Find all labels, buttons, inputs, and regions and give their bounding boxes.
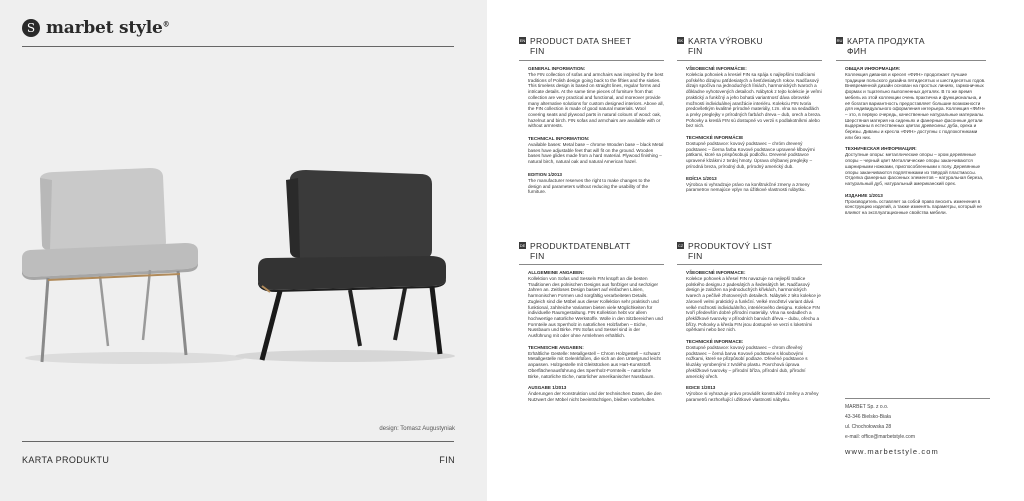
section-ru xyxy=(836,36,986,216)
section-subtitle: ФИН xyxy=(847,46,867,56)
divider xyxy=(22,46,454,47)
block-text: Erhältliche Gestelle: Metallgestell – Chrom Holzgestell – schwarz Metallgestelle mit Gelenkfüßen, die sich an den Untergrund leicht anpassen. Holzgestelle mit Gleitstücken aus Hart-Kunststoff. Oberflächenausführung des Sperrholz-Formteils – natürliche Birke, natürliche Eiche, natürlicher amerikanischer Nussbaum. xyxy=(528,350,661,379)
registered-mark: ® xyxy=(162,19,170,29)
divider xyxy=(519,60,664,61)
section-title: PRODUKTOVÝ LIST xyxy=(688,241,773,251)
section-subtitle: FIN xyxy=(688,46,703,56)
section-subtitle: FIN xyxy=(530,251,545,261)
block-heading: ИЗДАНИЕ 1/2013 xyxy=(845,192,883,198)
block-heading: TECHNICKÉ INFORMACE: xyxy=(686,339,744,345)
block-heading: TECHNICKÉ INFORMÁCIE xyxy=(686,135,744,141)
flag-ru-icon: RU xyxy=(836,38,843,43)
block-text: Коллекция диванов и кресел «ФИН» продолжает лучшие традиции польского дизайна пятидесятых и шестидесятых годов. Вневременной дизайн основан на простых линиях, гармоничных формах и тщательно выполненных деталях. В то же время мебель из этой коллекции очень практична и функциональна, и её богатая вариантность предоставляет большие возможности для индивидуального оформления интерьера. Коллекция «ФИН» – это, в первую очередь, качественные натуральные материалы. Шерстяная материя на сиденьях и фанерные фасонные детали выдержаны в естественных цветах древесины: дуба, ореха и березы. Диваны и кресла «ФИН» доступны с подлокотниками или без них. xyxy=(845,72,986,140)
block-heading: AUSGABE 1/2013 xyxy=(528,385,567,391)
section-subtitle: FIN xyxy=(530,46,545,56)
block-heading: ТЕХНИЧЕСКАЯ ИНФОРМАЦИЯ: xyxy=(845,146,917,152)
flag-en-icon: EN xyxy=(519,38,526,43)
company-name: MARBET Sp. z o.o. xyxy=(845,404,889,410)
block-text: Available bases: Metal base – chrome Wooden base – black Metal bases have adjustable feet that will fit on the ground. Wooden bases have glides made from a hard material. Plywood finishing – natural birch, natural oak and natural American hazel. xyxy=(528,142,664,165)
divider xyxy=(519,264,664,265)
divider xyxy=(22,441,454,442)
email-link[interactable]: e-mail: office@marbetstyle.com xyxy=(845,434,916,440)
flag-de-icon: DE xyxy=(519,243,526,248)
block-heading: VŠEOBECNÉ INFORMÁCIE: xyxy=(686,66,747,71)
block-text: Производитель оставляет за собой право вносить изменения в конструкцию изделий, а также изменять параметры, который не влияют на эксплуатационные свойства мебели. xyxy=(845,198,982,216)
block-text: Výrobce si vyhrazuje právo provádět konstrukční změny a změny parametrů nezhoršující užitkové vlastnosti nábytku. xyxy=(686,391,819,402)
company-city: 43-346 Bielsko-Biała xyxy=(845,414,891,420)
brand-name: marbet style xyxy=(46,18,163,38)
block-text: Dostupné podstavce: kovový podstavec – chrom dřevěný podstavec – černá barva Kovové podstavce s kloubovými nožkami, které se přizpůsobí podlaze. Dřevěné podstavce s kluzáky vyrobenými z tvrdého plastu. Povrchová úprava překližkové tvarovky – přírodní bříza, přírodní dub, přírodní americký ořech. xyxy=(686,345,808,379)
block-text: Kolekcia pohoviek a kresiel FIN sa spája s najlepšími tradíciami poľského dizajnu päťdesiatych a šesťdesiatych rokov. Nadčasový dizajn spočíva na jednoduchých líniách, harmonických tvaroch a dôkladne vyhotovených detailoch. Nábytok z tejto kolekcie je veľmi praktický a funkčný a jeho bohatá variantnosť dáva obrovské možnosti individuálnej aranžácie interiéru. Kolekciu FIN tvoria predovšetkým kvalitné prírodné materiály, t.zn. vlna na sedadlách a prvky preglejky v prírodných farbách dreva – dub, orech a breza. Pohovky a kreslá FIN sú dostupné vo verzii s podlakotníkmi alebo bez nich. xyxy=(686,72,822,129)
divider xyxy=(836,60,986,61)
block-text: The FIN collection of sofas and armchairs was inspired by the best traditions of Polish design going back to the fifties and the sixties. This timeless design is based on straight lines, regular forms and intricate details. At the same time pieces of furniture from that collection are very practical and functional, and moreover provide many alternative solutions for custom designed interiors. Above all, the FIN collection is made of good natural materials. Wool covering seats and plywood parts in natural colours of wood: oak, hazelnut and birch. FIN sofas and armchairs are available with or without armrests. xyxy=(528,72,664,129)
flag-sk-icon: SK xyxy=(677,38,684,43)
section-en xyxy=(519,36,664,195)
section-sk xyxy=(677,36,822,193)
block-heading: GENERAL INFORMATION: xyxy=(528,66,586,71)
footer-title: KARTA PRODUKTU xyxy=(22,455,110,465)
block-text: Výrobca si vyhradzuje právo na konštrukčné zmeny a zmeny parametrov nemajúce vplyv na úžitkové vlastnosti nábytku. xyxy=(686,181,810,193)
brand-logo[interactable] xyxy=(22,18,169,38)
flag-cz-icon: CZ xyxy=(677,243,684,248)
block-heading: TECHNICAL INFORMATION: xyxy=(528,136,590,142)
block-text: Доступные опоры: металлические опоры – хром деревянные опоры – черный цвет Металлические опоры заканчиваются шарнирными ножками, приспособленными к полу. Деревянные опоры заканчиваются подпятниками из твёрдой пластмассы. Отделка фанерных фасонных элементов – натуральная береза, натуральный дуб, натуральный американский орех. xyxy=(845,152,984,186)
divider xyxy=(845,398,990,399)
section-title: PRODUCT DATA SHEET xyxy=(530,36,632,46)
block-text: Dostupné podstavce: kovový podstavec – chróm drevený podstavec – čierna farba Kovové podstavce upravené kĺbovými pätkami, ktoré sa prispôsobujú podložiu. Drevené podstavce upravené klzákmi z tvrdej hmoty. Úprava ohýbanej preglejky – prírodná breza, prírodný dub, prírodný americký dub. xyxy=(686,141,815,169)
product-photo xyxy=(0,150,487,370)
block-text: Kolekce pohovek a křesel FIN navazuje na nejlepší tradice polského designu z padesátých a šedesátých let. Nadčasový design je založen na jednoduchých křivkách, harmonických tvarech a pečlivě zhotovených detailech. Nábytek z této kolekce je zároveň velmi praktický a funkční. Velké množství variant dává velké možnosti individuálního, interiérového designu. Kolekce FIN tvoří především dobré přírodní materiály. Vlna na sedadlech a překližkové tvarovky v přírodních barvách dřeva – dubu, ořechu a břízy. Pohovky a křesla FIN jsou dostupné ve verzi s loketními opěrkami nebo bez nich. xyxy=(686,276,821,333)
section-title: KARTA VÝROBKU xyxy=(688,36,763,46)
dark-chair-image xyxy=(258,170,446,360)
block-heading: ОБЩАЯ ИНФОРМАЦИЯ: xyxy=(845,66,901,71)
block-text: Änderungen der Konstruktion und der technischen Daten, die den Nutzwert der Möbel nicht beeinträchtigen, bleiben vorbehalten. xyxy=(528,391,662,402)
block-heading: EDÍCIA 1/2013 xyxy=(686,175,717,181)
block-heading: EDICE 1/2013 xyxy=(686,385,716,391)
section-subtitle: FIN xyxy=(688,251,703,261)
contact-block xyxy=(845,398,995,442)
section-title: КАРТА ПРОДУКТА xyxy=(847,36,925,46)
section-cz xyxy=(677,241,822,403)
block-heading: VŠEOBECNÉ INFORMACE: xyxy=(686,270,746,275)
website-link[interactable]: www.marbetstyle.com xyxy=(845,447,939,456)
cover-panel xyxy=(0,0,487,501)
block-heading: EDITION 1/2013 xyxy=(528,171,562,177)
logo-mark-icon: S xyxy=(22,19,40,37)
divider xyxy=(677,60,822,61)
block-text: The manufacturer reserves the right to make changes to the design and parameters without reducing the usability of the furniture. xyxy=(528,177,651,195)
grey-chair-image xyxy=(22,168,198,362)
section-title: PRODUKTDATENBLATT xyxy=(530,241,631,251)
block-heading: TECHNISCHE ANGABEN: xyxy=(528,344,584,350)
block-heading: ALLGEMEINE ANGABEN: xyxy=(528,270,584,275)
footer-product-name: FIN xyxy=(439,455,455,465)
design-credit: design: Tomasz Augustyniak xyxy=(379,426,455,432)
section-de xyxy=(519,241,664,403)
block-text: Kollektion von Sofas und Sesseln FIN knüpft an die besten Traditionen des polnischen Designs aus fünfziger und sechziger Jahren an. Zeitloses Design basiert auf einfachen Linien, harmonischen Formen und sorgfältig verarbeiteten Details. Zugleich sind die Möbel aus dieser Kollektion sehr praktisch und funktional, zahlreiche Varianten bieten viele Möglichkeiten für individuelle Raumgestaltung. FIN Kollektion hebt vor allem hochwertige natürliche Werkstoffe. Wolle in den Sitzbereichen und Formteile aus Sperrholz in natürlichen Holzfarben – Eiche, Nussbaum und Birke. FIN Sofas und Sessel sind in der Ausführung mit oder ohne Armlehnen erhältlich. xyxy=(528,276,663,339)
divider xyxy=(677,264,822,265)
company-street: ul. Chochołowska 28 xyxy=(845,424,892,430)
